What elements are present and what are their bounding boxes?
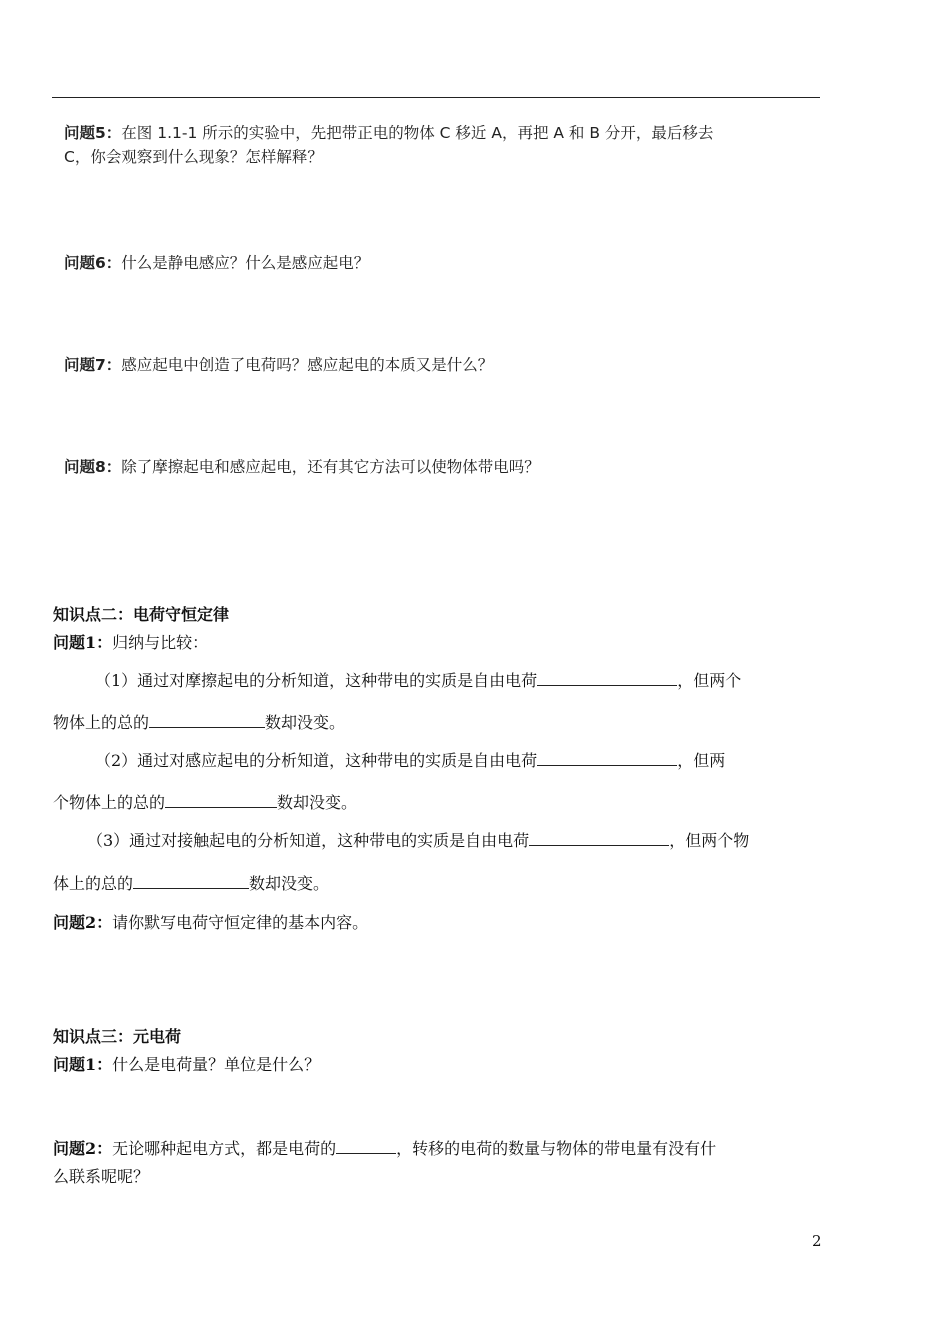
question-7 xyxy=(64,354,493,376)
question-5-cont xyxy=(64,146,323,168)
question-text: 请你默写电荷守恒定律的基本内容。 xyxy=(112,913,369,932)
question-5 xyxy=(64,122,713,144)
question-label: 问题7： xyxy=(64,356,122,374)
question-label: 问题6： xyxy=(64,254,122,272)
item-text: 物体上的总的 xyxy=(53,713,150,732)
item-text: （2）通过对感应起电的分析知道，这种带电的实质是自由电荷 xyxy=(95,751,538,770)
question-6 xyxy=(64,252,369,274)
item-text: 体上的总的 xyxy=(53,874,134,893)
item-text: （1）通过对摩擦起电的分析知道，这种带电的实质是自由电荷 xyxy=(95,671,538,690)
item-text: ，但两个物 xyxy=(669,831,750,850)
answer-blank[interactable] xyxy=(149,713,265,728)
k2-item-2-cont xyxy=(53,790,357,813)
item-text: 数却没变。 xyxy=(249,874,330,893)
question-text: 什么是静电感应？什么是感应起电？ xyxy=(121,254,370,272)
question-text: 感应起电中创造了电荷吗？感应起电的本质又是什么？ xyxy=(121,356,494,374)
section-title-knowledge-3: 知识点三：元电荷 xyxy=(53,1027,182,1046)
item-text: ，但两 xyxy=(677,751,726,770)
k2-item-1-cont xyxy=(53,710,345,733)
k2-item-3 xyxy=(87,828,749,851)
item-text: （3）通过对接触起电的分析知道，这种带电的实质是自由电荷 xyxy=(87,831,530,850)
question-8 xyxy=(64,456,540,478)
k2-item-2 xyxy=(95,748,725,771)
question-label: 问题1： xyxy=(53,1055,113,1074)
answer-blank[interactable] xyxy=(133,874,249,889)
question-label: 问题2： xyxy=(53,913,113,932)
question-label: 问题2： xyxy=(53,1139,113,1158)
question-label: 问题1： xyxy=(53,633,113,652)
question-label: 问题5： xyxy=(64,124,122,142)
question-text: 归纳与比较： xyxy=(112,633,209,652)
k3-question-2 xyxy=(53,1136,716,1159)
section-title-knowledge-2: 知识点二：电荷守恒定律 xyxy=(53,605,230,624)
k3-question-2-cont xyxy=(53,1164,149,1187)
question-text: ，转移的电荷的数量与物体的带电量有没有什 xyxy=(396,1139,717,1158)
k2-item-3-cont xyxy=(53,871,329,894)
question-text: 么联系呢呢？ xyxy=(53,1167,150,1186)
k3-question-1 xyxy=(53,1052,320,1075)
question-text: 在图 1.1-1 所示的实验中，先把带正电的物体 C 移近 A，再把 A 和 B 分开，最后移去 xyxy=(121,124,714,142)
answer-blank[interactable] xyxy=(537,671,677,686)
answer-blank[interactable] xyxy=(537,751,677,766)
question-text: 除了摩擦起电和感应起电，还有其它方法可以使物体带电吗？ xyxy=(121,458,540,476)
item-text: ，但两个 xyxy=(677,671,742,690)
answer-blank[interactable] xyxy=(336,1139,396,1154)
k2-question-2 xyxy=(53,910,368,933)
header-rule xyxy=(52,97,820,98)
question-text: C，你会观察到什么现象？怎样解释？ xyxy=(64,148,323,166)
k2-question-1 xyxy=(53,630,208,653)
question-text: 无论哪种起电方式，都是电荷的 xyxy=(112,1139,337,1158)
answer-blank[interactable] xyxy=(165,793,277,808)
page-number: 2 xyxy=(812,1232,822,1250)
item-text: 数却没变。 xyxy=(265,713,346,732)
answer-blank[interactable] xyxy=(529,831,669,846)
item-text: 个物体上的总的 xyxy=(53,793,166,812)
item-text: 数却没变。 xyxy=(277,793,358,812)
k2-item-1 xyxy=(95,668,741,691)
question-text: 什么是电荷量？单位是什么？ xyxy=(112,1055,321,1074)
question-label: 问题8： xyxy=(64,458,122,476)
